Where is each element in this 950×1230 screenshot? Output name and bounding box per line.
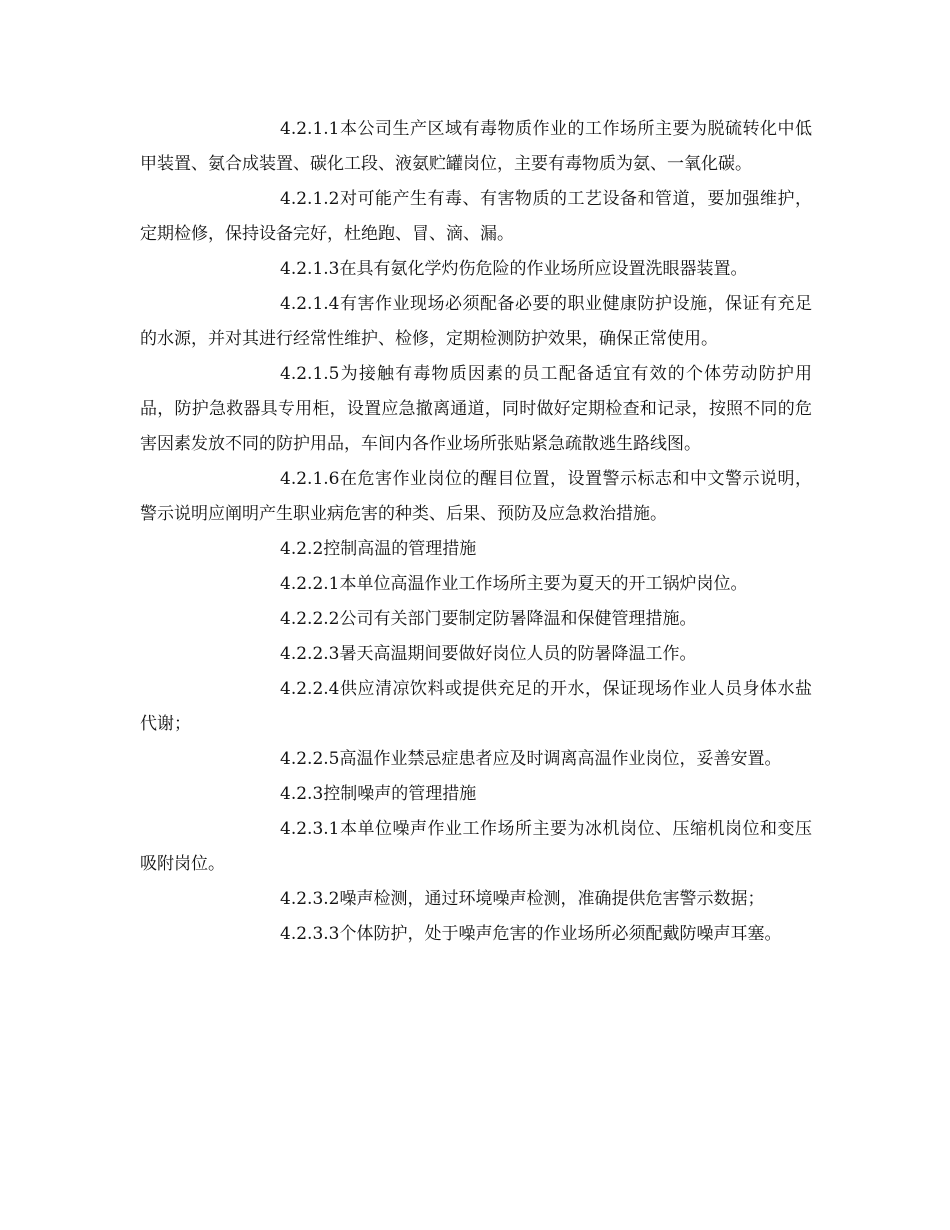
section-heading: 4.2.3控制噪声的管理措施	[280, 784, 477, 804]
paragraph: 4.2.1.1本公司生产区域有毒物质作业的工作场所主要为脱硫转化中低甲装置、氨合成装置、碳化工段、液氨贮罐岗位，主要有毒物质为氨、一氧化碳。	[140, 119, 812, 174]
paragraph: 4.2.3.3个体防护，处于噪声危害的作业场所必须配戴防噪声耳塞。	[280, 924, 782, 944]
paragraph: 4.2.2.5高温作业禁忌症患者应及时调离高温作业岗位，妥善安置。	[280, 749, 782, 769]
paragraph: 4.2.1.5为接触有毒物质因素的员工配备适宜有效的个体劳动防护用品，防护急救器具专用柜，设置应急撤离通道，同时做好定期检查和记录，按照不同的危害因素发放不同的防护用品，车间内各作业场所张贴紧急疏散逃生路线图。	[140, 364, 812, 454]
paragraph: 4.2.3.2噪声检测，通过环境噪声检测，准确提供危害警示数据；	[280, 889, 765, 909]
paragraph: 4.2.3.1本单位噪声作业工作场所主要为冰机岗位、压缩机岗位和变压吸附岗位。	[140, 819, 812, 874]
paragraph: 4.2.1.6在危害作业岗位的醒目位置，设置警示标志和中文警示说明，警示说明应阐明产生职业病危害的种类、后果、预防及应急救治措施。	[140, 469, 812, 524]
paragraph: 4.2.2.1本单位高温作业工作场所主要为夏天的开工锅炉岗位。	[280, 574, 748, 594]
document-body	[140, 112, 812, 952]
paragraph: 4.2.1.4有害作业现场必须配备必要的职业健康防护设施，保证有充足的水源，并对其进行经常性维护、检修，定期检测防护效果，确保正常使用。	[140, 294, 812, 349]
paragraph: 4.2.1.2对可能产生有毒、有害物质的工艺设备和管道，要加强维护，定期检修，保持设备完好，杜绝跑、冒、滴、漏。	[140, 189, 812, 244]
section-heading: 4.2.2控制高温的管理措施	[280, 539, 477, 559]
paragraph: 4.2.1.3在具有氨化学灼伤危险的作业场所应设置洗眼器装置。	[280, 259, 748, 279]
paragraph: 4.2.2.3暑天高温期间要做好岗位人员的防暑降温工作。	[280, 644, 697, 664]
paragraph: 4.2.2.4供应清凉饮料或提供充足的开水，保证现场作业人员身体水盐代谢；	[140, 679, 812, 734]
paragraph: 4.2.2.2公司有关部门要制定防暑降温和保健管理措施。	[280, 609, 697, 629]
